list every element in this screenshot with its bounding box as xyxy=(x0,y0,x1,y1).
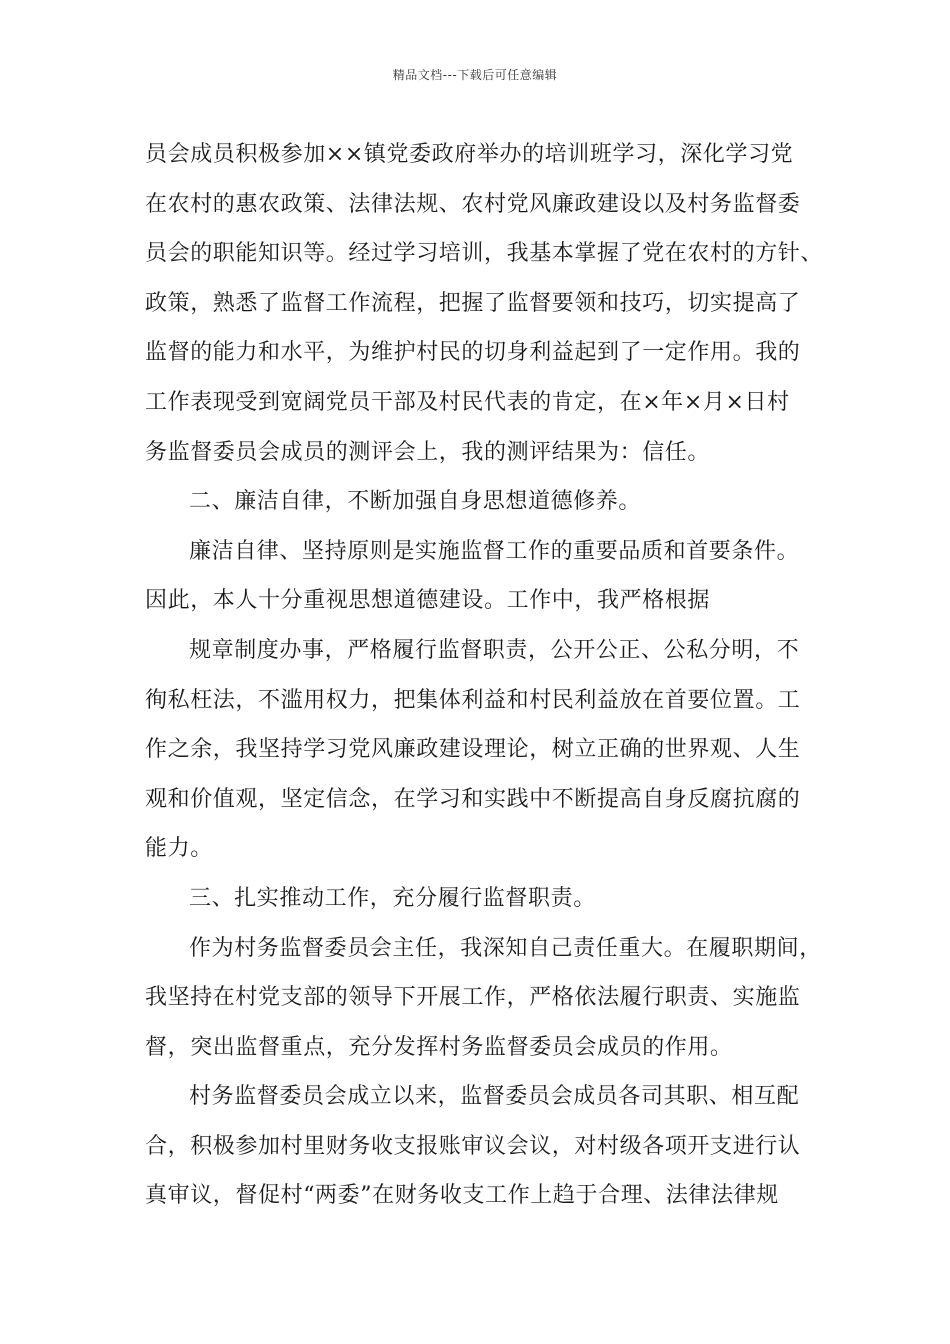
text-line: 徇私枉法，不滥用权力，把集体利益和村民利益放在首要位置。工 xyxy=(145,687,801,713)
text-line: 观和价值观，坚定信念，在学习和实践中不断提高自身反腐抗腐的 xyxy=(145,786,801,812)
text-line: 督，突出监督重点，充分发挥村务监督委员会成员的作用。 xyxy=(145,1034,733,1060)
section-heading: 三、扎实推动工作，充分履行监督职责。 xyxy=(189,885,596,911)
text-line: 务监督委员会成员的测评会上，我的测评结果为：信任。 xyxy=(145,439,711,465)
page-header: 精品文档---下载后可任意编辑 xyxy=(392,68,558,82)
text-line: 村务监督委员会成立以来，监督委员会成员各司其职、相互配 xyxy=(189,1084,800,1110)
text-line: 我坚持在村党支部的领导下开展工作，严格依法履行职责、实施监 xyxy=(145,985,801,1011)
text-line: 员会的职能知识等。经过学习培训，我基本掌握了党在农村的方针、 xyxy=(145,241,824,267)
text-line: 因此，本人十分重视思想道德建设。工作中，我严格根据 xyxy=(145,588,711,614)
text-line: 作为村务监督委员会主任，我深知自己责任重大。在履职期间， xyxy=(189,935,822,961)
text-line: 廉洁自律、坚持原则是实施监督工作的重要品质和首要条件。 xyxy=(189,538,800,564)
text-line: 真审议，督促村“两委”在财务收支工作上趋于合理、法律法律规 xyxy=(145,1183,779,1209)
text-line: 政策，熟悉了监督工作流程，把握了监督要领和技巧，切实提高了 xyxy=(145,290,801,316)
text-line: 员会成员积极参加××镇党委政府举办的培训班学习，深化学习党 xyxy=(145,142,794,167)
body-text xyxy=(145,130,835,1221)
text-line: 监督的能力和水平，为维护村民的切身利益起到了一定作用。我的 xyxy=(145,340,801,366)
text-line: 在农村的惠农政策、法律法规、农村党风廉政建设以及村务监督委 xyxy=(145,191,801,217)
text-line: 工作表现受到宽阔党员干部及村民代表的肯定，在×年×月×日村 xyxy=(145,389,790,415)
section-heading: 二、廉洁自律，不断加强自身思想道德修养。 xyxy=(189,489,642,515)
text-line: 作之余，我坚持学习党风廉政建设理论，树立正确的世界观、人生 xyxy=(145,737,801,763)
text-line: 合，积极参加村里财务收支报账审议会议，对村级各项开支进行认 xyxy=(145,1133,801,1159)
text-line: 规章制度办事，严格履行监督职责，公开公正、公私分明，不 xyxy=(189,637,800,663)
text-line: 能力。 xyxy=(145,836,213,862)
